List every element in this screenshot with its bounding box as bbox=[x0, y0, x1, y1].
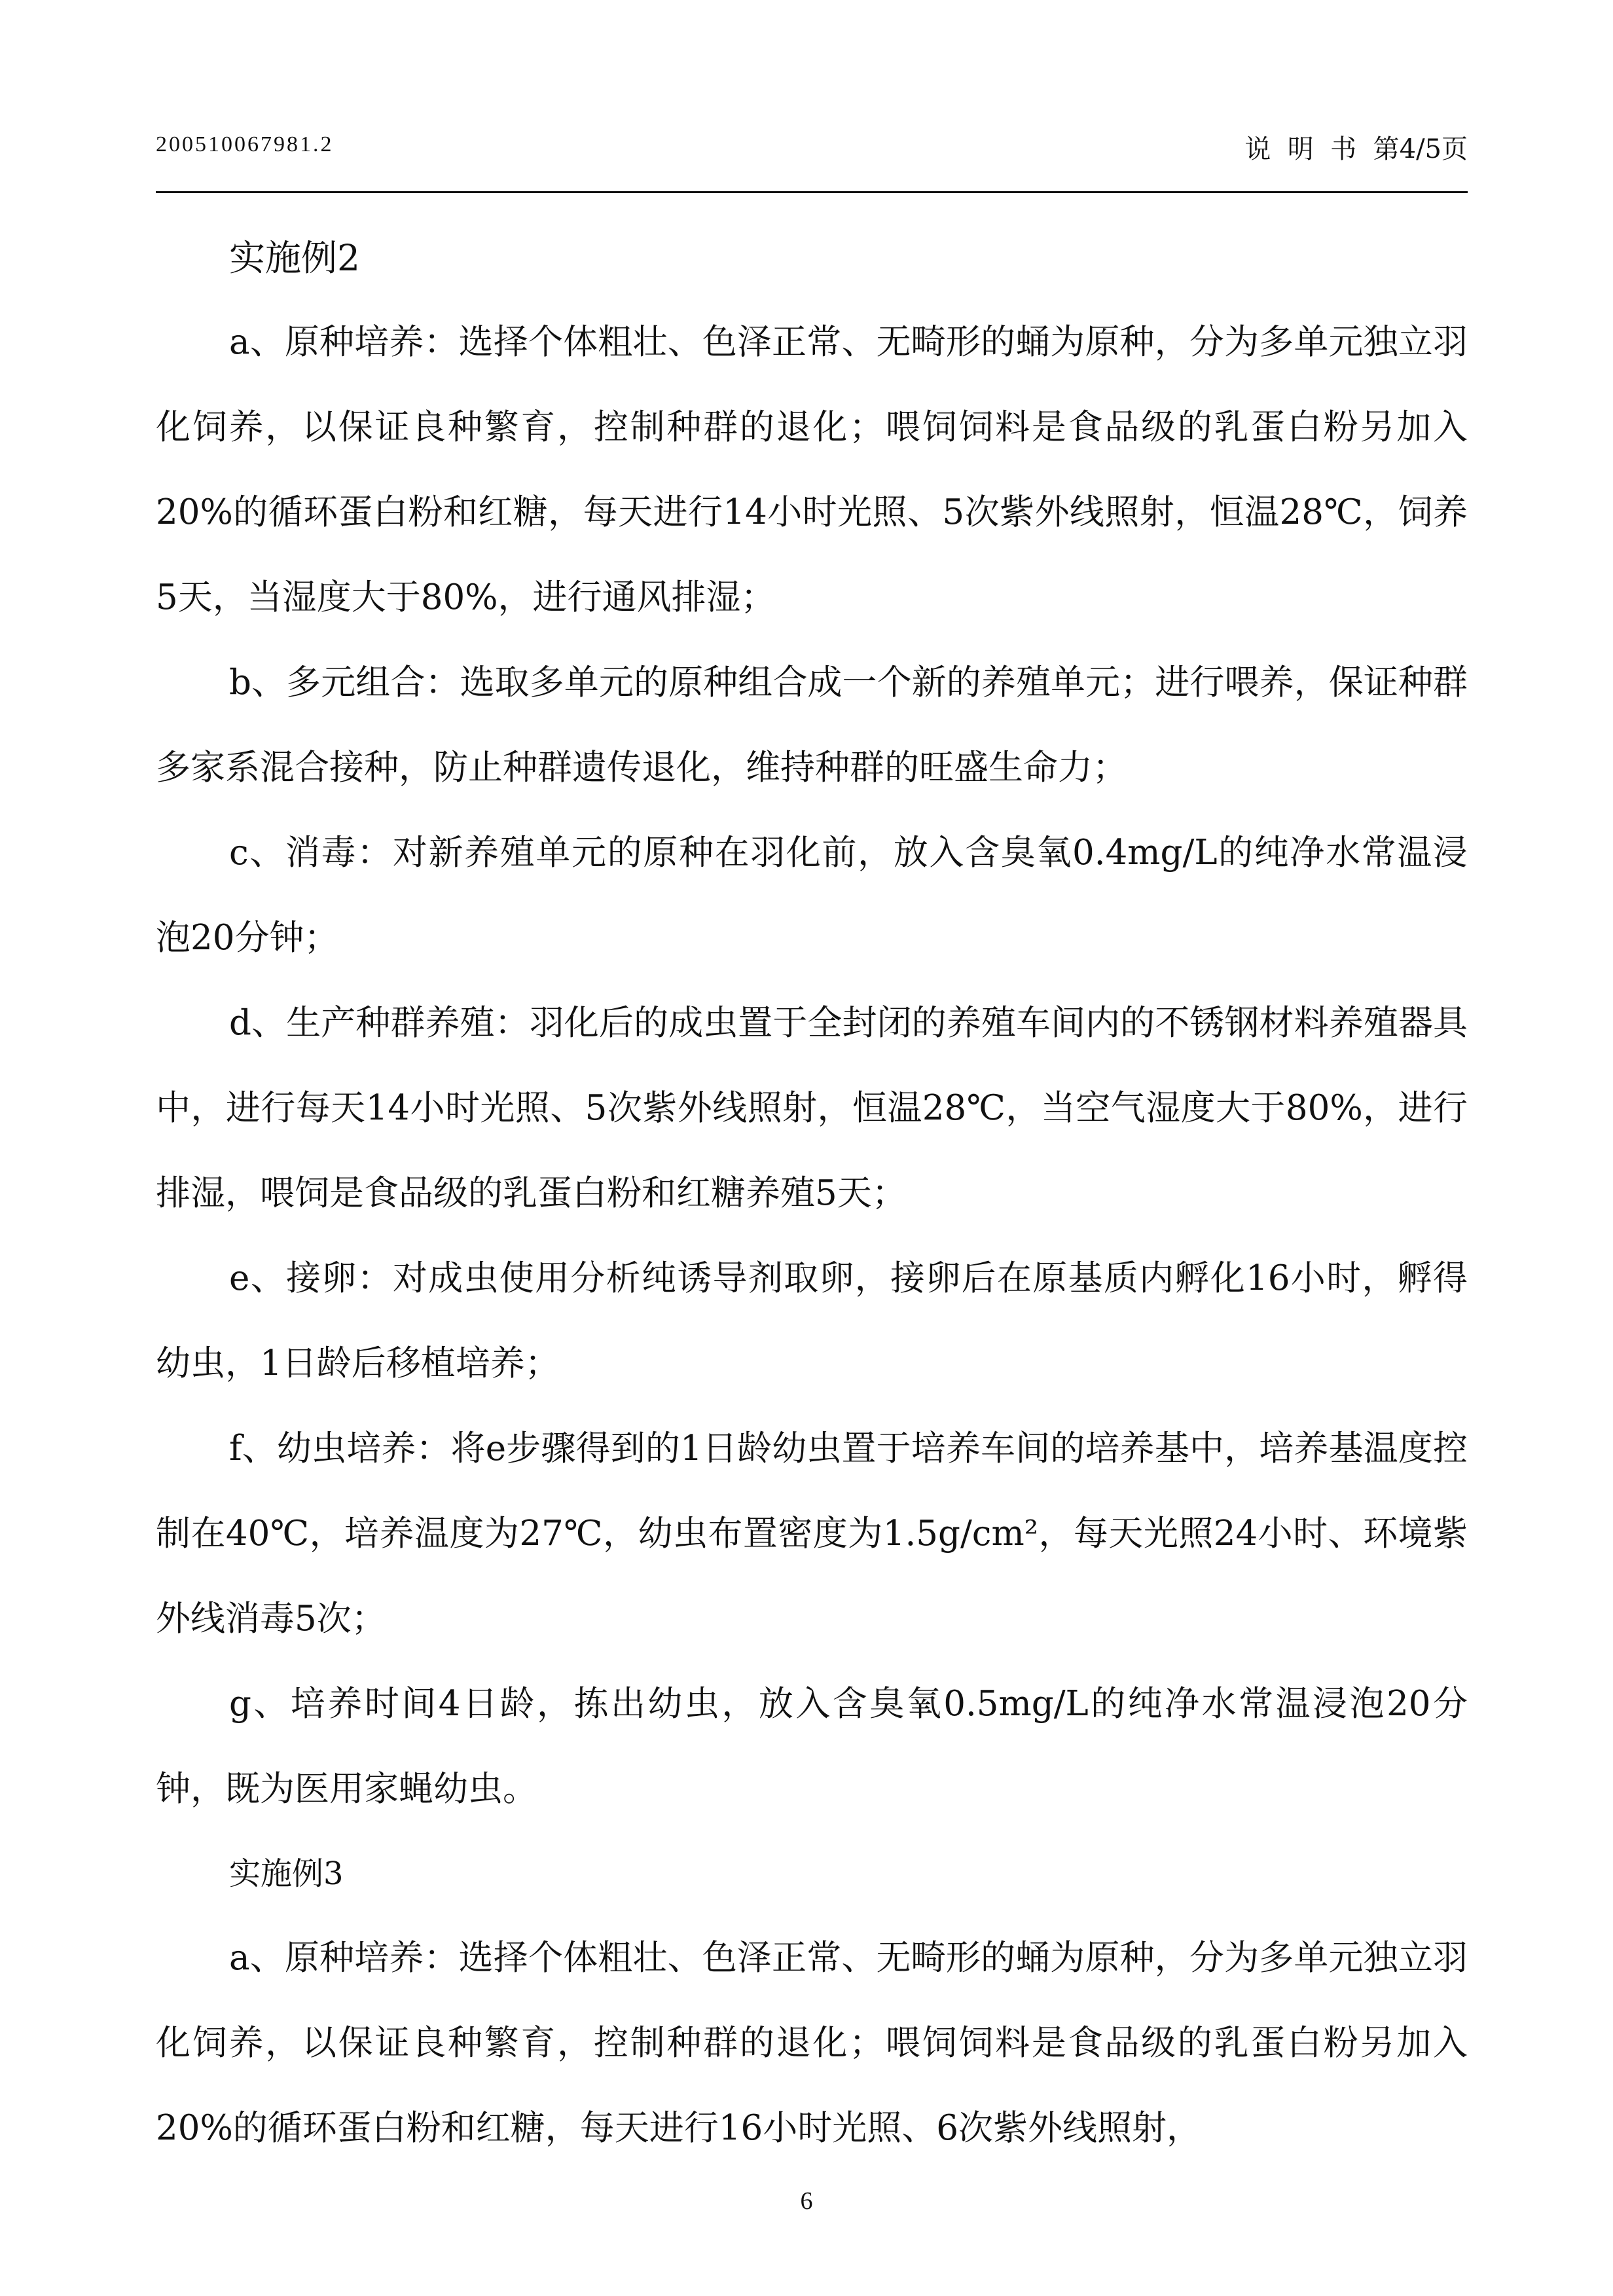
example-2-step-g: g、培养时间4日龄，拣出幼虫，放入含臭氧0.5mg/L的纯净水常温浸泡20分钟，既为医用家蝇幼虫。 bbox=[156, 1684, 1468, 1809]
page-number: 6 bbox=[800, 2187, 813, 2215]
example-2-step-f: f、幼虫培养：将e步骤得到的1日龄幼虫置于培养车间的培养基中，培养基温度控制在40℃，培养温度为27℃，幼虫布置密度为1.5g/cm²，每天光照24小时、环境紫外线消毒5次； bbox=[156, 1429, 1468, 1639]
page-header bbox=[156, 128, 1468, 174]
example-2-heading: 实施例2 bbox=[229, 237, 360, 279]
application-number: 200510067981.2 bbox=[156, 132, 334, 156]
example-3-heading: 实施例3 bbox=[229, 1855, 344, 1892]
example-2-step-c: c、消毒：对新养殖单元的原种在羽化前，放入含臭氧0.4mg/L的纯净水常温浸泡20分钟； bbox=[156, 833, 1468, 958]
document-body bbox=[156, 216, 1468, 2171]
header-rule bbox=[156, 191, 1468, 193]
document-type-and-page: 说 明 书 第4/5页 bbox=[1244, 134, 1468, 164]
example-2-step-b: b、多元组合：选取多单元的原种组合成一个新的养殖单元；进行喂养，保证种群多家系混合接种，防止种群遗传退化，维持种群的旺盛生命力； bbox=[156, 663, 1468, 788]
example-3-step-a: a、原种培养：选择个体粗壮、色泽正常、无畸形的蛹为原种，分为多单元独立羽化饲养，以保证良种繁育，控制种群的退化；喂饲饲料是食品级的乳蛋白粉另加入20%的循环蛋白粉和红糖，每天进行16小时光照、6次紫外线照射， bbox=[156, 1938, 1468, 2148]
example-2-step-a: a、原种培养：选择个体粗壮、色泽正常、无畸形的蛹为原种，分为多单元独立羽化饲养，以保证良种繁育，控制种群的退化；喂饲饲料是食品级的乳蛋白粉另加入20%的循环蛋白粉和红糖，每天进行14小时光照、5次紫外线照射，恒温28℃，饲养5天，当湿度大于80%，进行通风排湿； bbox=[156, 322, 1468, 617]
example-2-step-e: e、接卵：对成虫使用分析纯诱导剂取卵，接卵后在原基质内孵化16小时，孵得幼虫，1日龄后移植培养； bbox=[156, 1258, 1468, 1383]
example-2-step-d: d、生产种群养殖：羽化后的成虫置于全封闭的养殖车间内的不锈钢材料养殖器具中，进行每天14小时光照、5次紫外线照射，恒温28℃，当空气湿度大于80%，进行排湿，喂饲是食品级的乳蛋白粉和红糖养殖5天； bbox=[156, 1003, 1468, 1213]
